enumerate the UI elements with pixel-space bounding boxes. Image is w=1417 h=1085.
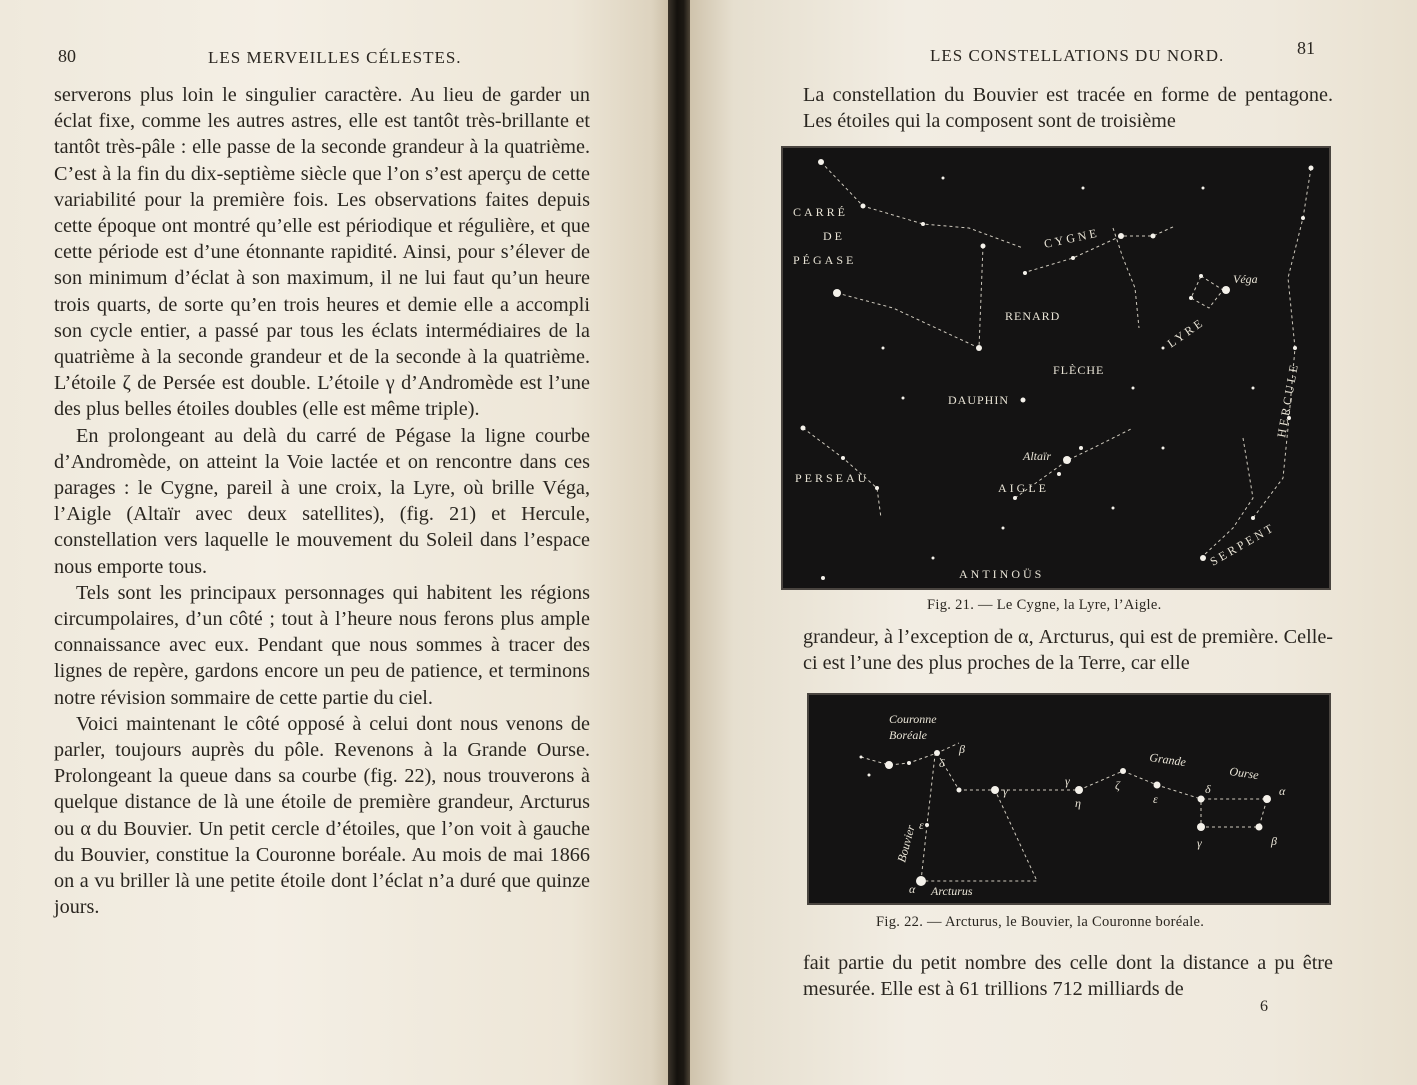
greek-delta: δ (1205, 782, 1211, 796)
signature-mark: 6 (1260, 998, 1268, 1015)
label-serpent: SERPENT (1207, 519, 1278, 569)
label-altair: Altaïr (1023, 449, 1052, 463)
label-bouvier: Bouvier (894, 823, 918, 864)
greek-alpha-arcturus: α (909, 882, 916, 896)
left-page-body (54, 82, 590, 921)
running-head-right: LES CONSTELLATIONS DU NORD. (930, 46, 1225, 65)
label-carre: CARRÉ (793, 205, 849, 219)
paragraph: Voici maintenant le côté opposé à celui dont nous venons de parler, toujours auprès du pôle. Revenons à la Grande Ourse. Prolongeant la queue dans sa courbe (fig. 22), nous trouverons à quelque distance de là une étoile de première grandeur, Arcturus ou α du Bouvier. Un petit cercle d’étoiles, que l’on voit à gauche du Bouvier, constitue la Couronne boréale. Au mois de mai 1866 on a vu briller là une petite étoile dont l’éclat n’a duré que quinze jours. (54, 712, 590, 919)
running-head-left: LES MERVEILLES CÉLESTES. (208, 48, 462, 67)
label-pegase: PÉGASE (793, 253, 857, 267)
greek-zeta: ζ (1115, 778, 1120, 792)
cygnus-cross (1113, 228, 1139, 328)
label-boreale: Boréale (889, 728, 927, 742)
fig21-caption: Fig. 21. — Le Cygne, la Lyre, l’Aigle. (927, 597, 1162, 613)
hercules-line (1253, 168, 1311, 518)
paragraph: grandeur, à l’exception de α, Arcturus, qui est de première. Celle-ci est l’une des plus proches de la Terre, car elle (803, 626, 1333, 674)
greek-alpha-ursa: α (1279, 784, 1286, 798)
greek-epsilon: ε (1153, 792, 1158, 806)
right-text-middle (803, 624, 1333, 676)
label-vega: Véga (1233, 272, 1258, 286)
pegasus-line (821, 162, 1023, 248)
paragraph: En prolongeant au delà du carré de Pégase la ligne courbe d’Andromède, on atteint la Voie lactée et on rencontre dans ces parages : le Cygne, pareil à une croix, la Lyre, où brille Véga, l’Aigle (Altaïr avec deux satellites), (fig. 21) et Hercule, constellation vers laquelle le mouvement du Soleil dans l’espace nous emporte tous. (54, 424, 590, 578)
greek-beta-bouvier: β (959, 742, 965, 756)
page-number-left: 80 (58, 46, 76, 66)
fig22-star-map (807, 693, 1331, 905)
page-number-right: 81 (1297, 38, 1315, 58)
label-renard: RENARD (1005, 309, 1061, 323)
label-aigle: AIGLE (998, 481, 1049, 495)
label-de: DE (823, 229, 845, 243)
label-fleche: FLÈCHE (1053, 363, 1105, 377)
label-lyre: LYRE (1164, 314, 1208, 351)
lyra-line (1191, 276, 1223, 308)
label-grande: Grande (1148, 750, 1187, 770)
right-text-bottom (803, 950, 1333, 1002)
paragraph: La constellation du Bouvier est tracée en forme de pentagone. Les étoiles qui la composent sont de troisième (803, 84, 1333, 132)
label-perseau: PERSEAU (795, 471, 870, 485)
greek-eta: η (1075, 796, 1081, 810)
paragraph: Tels sont les principaux personnages qui habitent les régions circumpolaires, d’un côté ; tout à l’heure nous ferons plus ample connaissance avec eux. Pendant que nous sommes à tracer des lignes de repère, gardons encore un peu de patience, et terminons notre révision sommaire de cette partie du ciel. (54, 581, 590, 709)
greek-gamma-ursa: γ (1197, 836, 1202, 850)
fig21-svg (783, 148, 1329, 588)
greek-beta-ursa: β (1271, 834, 1277, 848)
paragraph: serverons plus loin le singulier caractère. Au lieu de garder un éclat fixe, comme les autres astres, elle est tantôt très-brillante et tantôt très-pâle : elle passe de la seconde grandeur à la quatrième. C’est à la fin du dix-septième siècle que l’on s’est aperçu de cette variabilité pour la première fois. Les observations faites depuis cette époque ont montré qu’elle est périodique et régulière, et que cette période est d’une étonnante rapidité. Ainsi, pour s’élever de son minimum d’éclat à son maximum, il ne lui faut qu’un heure trois quarts, de sorte qu’en trois heures et demie elle a accompli son cycle entier, a passé par tous les éclats intermédiaires de la quatrième à la seconde grandeur et de la seconde à la quatrième. L’étoile ζ de Persée est double. L’étoile γ d’Andromède est l’une des plus belles étoiles doubles (elle est même triple). (54, 84, 590, 421)
right-text-top (803, 82, 1333, 134)
paragraph: fait partie du petit nombre des celle dont la distance a pu être mesurée. Elle est à 61 trillions 712 milliards de (803, 952, 1333, 1000)
greek-epsilon-2: ε (919, 818, 924, 832)
fig22-svg (809, 695, 1329, 903)
left-page (0, 0, 672, 1085)
bouvier-line (921, 753, 1037, 881)
label-ourse: Ourse (1228, 764, 1260, 783)
label-couronne: Couronne (889, 712, 937, 726)
label-cygne: CYGNE (1042, 225, 1101, 251)
label-antinous: ANTINOÜS (959, 567, 1045, 581)
label-dauphin: DAUPHIN (948, 393, 1009, 407)
label-hercule: HERCULE (1274, 360, 1302, 439)
label-arcturus: Arcturus (931, 884, 973, 898)
fig21-star-map (781, 146, 1331, 590)
ursa-major-line (995, 771, 1267, 827)
greek-delta-2: δ (939, 756, 945, 770)
fig22-caption: Fig. 22. — Arcturus, le Bouvier, la Couronne boréale. (876, 914, 1205, 930)
pegasus-square (837, 246, 983, 348)
greek-gamma-2: γ (1065, 774, 1070, 788)
greek-gamma-bouvier: γ (1003, 784, 1008, 798)
